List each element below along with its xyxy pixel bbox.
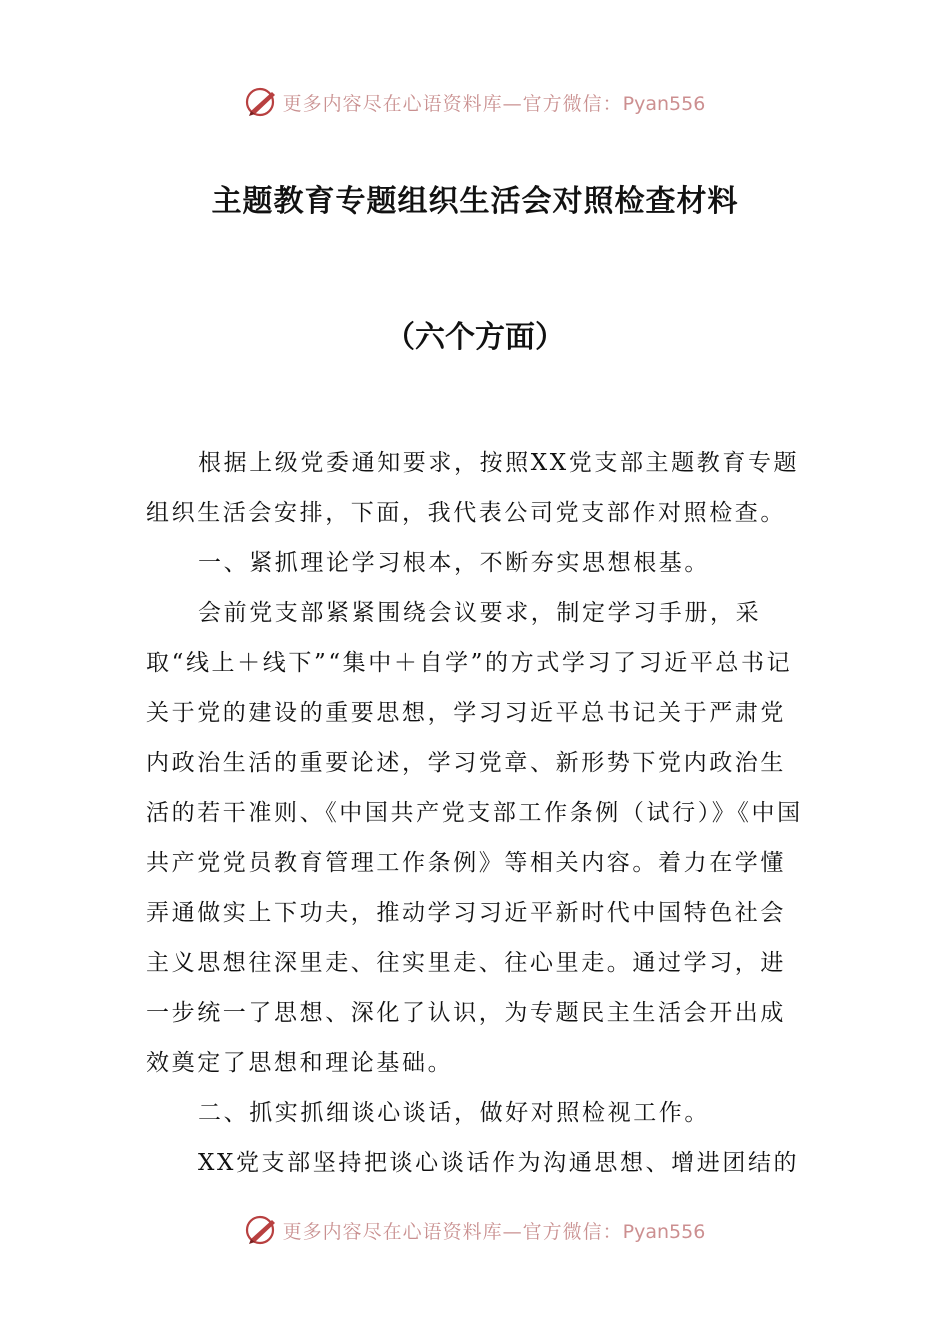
paragraph-section-2: XX党支部坚持把谈心谈话作为沟通思想、增进团结的 [198, 1150, 800, 1176]
section-heading-2: 二、抓实抓细谈心谈话，做好对照检视工作。 [198, 1100, 710, 1126]
document-subtitle: （六个方面） [385, 320, 565, 355]
watermark-banner-top [0, 82, 950, 122]
watermark-text: 更多内容尽在心语资料库—官方微信：Pyan556 [282, 92, 706, 115]
watermark-banner-bottom [0, 1210, 950, 1250]
paragraph-intro: 根据上级党委通知要求，按照XX党支部主题教育专题组织生活会安排，下面，我代表公司党支部作对照检查。 [146, 450, 800, 526]
document-title: 主题教育专题组织生活会对照检查材料 [211, 184, 739, 219]
section-heading-1: 一、紧抓理论学习根本，不断夯实思想根基。 [198, 550, 710, 576]
paragraph-section-1: 会前党支部紧紧围绕会议要求，制定学习手册，采取“线上＋线下”“集中＋自学”的方式学习了习近平总书记关于党的建设的重要思想，学习习近平总书记关于严肃党内政治生活的重要论述，学习党章、新形势下党内政治生活的若干准则、《中国共产党支部工作条例（试行）》《中国共产党党员教育管理工作条例》等相关内容。着力在学懂弄通做实上下功夫，推动学习习近平新时代中国特色社会主义思想往深里走、往实里走、往心里走。通过学习，进一步统一了思想、深化了认识，为专题民主生活会开出成效奠定了思想和理论基础。 [146, 600, 803, 1076]
document-body [146, 438, 806, 1188]
pen-logo-icon [245, 85, 279, 119]
pen-logo-icon [245, 1213, 279, 1247]
watermark-text: 更多内容尽在心语资料库—官方微信：Pyan556 [282, 1220, 706, 1243]
